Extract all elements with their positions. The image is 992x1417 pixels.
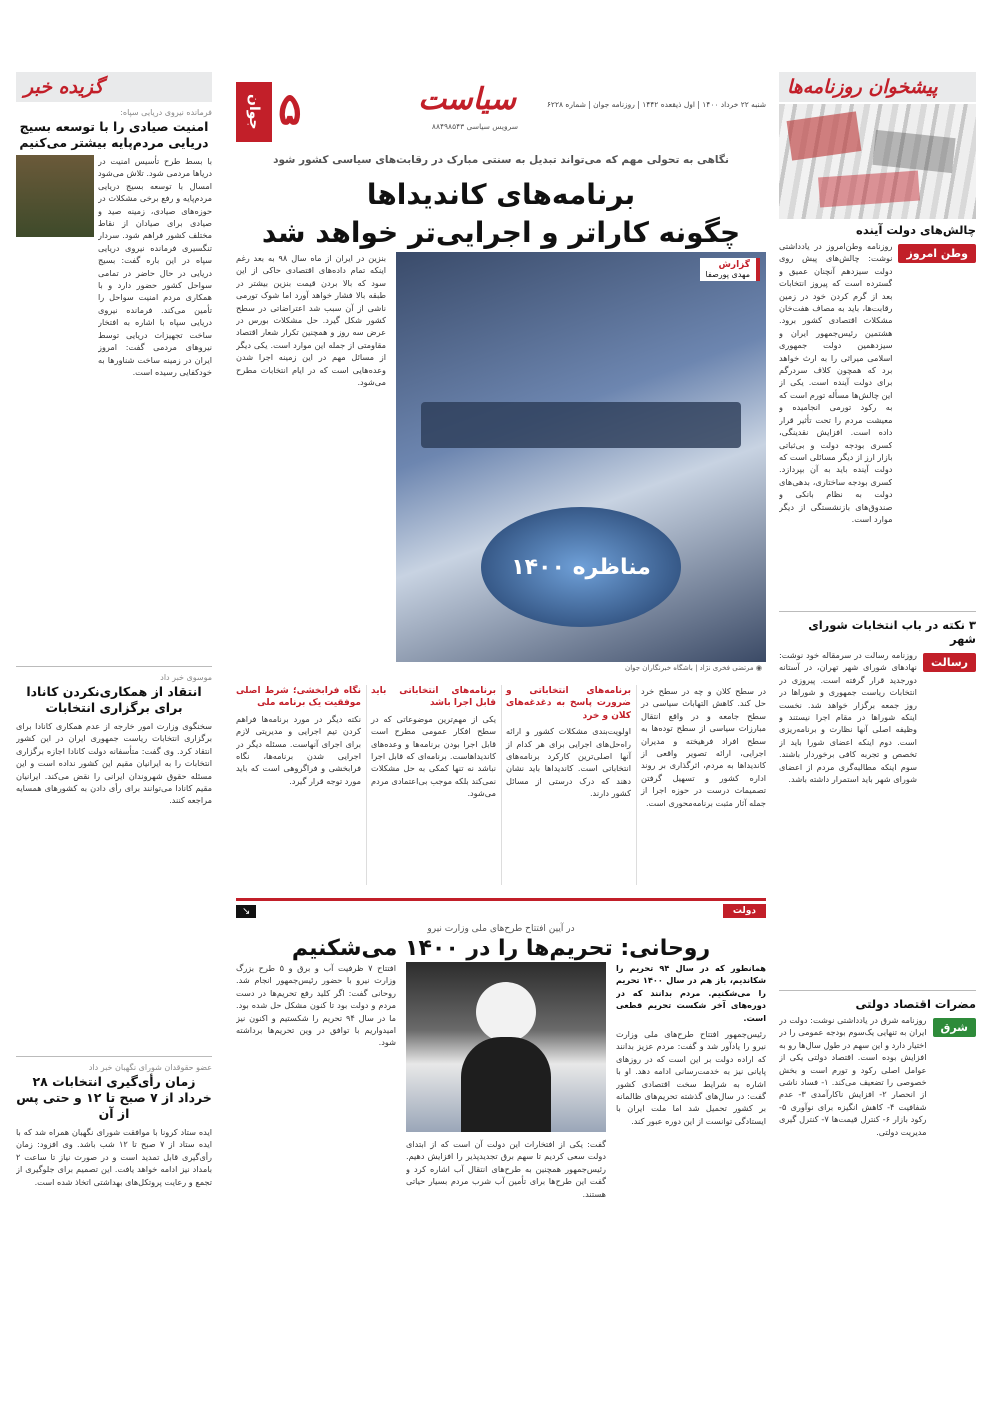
news-digest-title: گزیده خبر [24, 76, 104, 98]
paper-logo: جوان [236, 82, 272, 142]
item3-title: مضرات اقتصاد دولتی [855, 997, 976, 1011]
main-photo-block [396, 252, 766, 680]
item3-text: روزنامه شرق در یادداشتی نوشت: دولت در ایران به تنهایی یک‌سوم بودجه عمومی را در اختیار دارد و این سهم در طول سال‌ها رو به افزایش بوده است. اقتصاد دولتی یکی از عوامل اصلی رکود و تورم است و بخش خصوصی را تضعیف می‌کند. ۱- فساد ناشی از انحصار ۲- افزایش ناکارآمدی ۳- عدم شفافیت ۴- کاهش انگیزه برای نوآوری ۵- رکود بازار ۶- کنترل قیمت‌ها ۷- کنترل گیری مدیریت دولتی. [779, 1015, 927, 1137]
rouhani-photo [406, 962, 606, 1132]
rouhani-lead: همانطور که در سال ۹۴ تحریم را شکاندیم، باز هم در سال ۱۴۰۰ تحریم را می‌شکنیم. مردم بدانند که در دوره‌های آخر شکست تحریم قطعی است. [616, 963, 766, 1023]
election-time-text: ایده ستاد کرونا با موافقت شورای نگهبان همراه شد که با ایده ستاد از ۷ صبح تا ۱۲ شب باشد. وی افزود: زمان رأی‌گیری قابل تمدید است و در صورت نیاز تا ساعت ۲ بامداد نیز ادامه خواهد یافت. این تصمیم برای جلوگیری از تجمع و رعایت پروتکل‌های بهداشتی اتخاذ شده است. [16, 1127, 212, 1187]
main-text-a: بنزین در ایران از ماه سال ۹۸ به بعد رغم اینکه تمام داده‌های اقتصادی حاکی از این سود که بالا بردن قیمت بنزین بیشتر در طبقه بالا فشار خواهد آورد اما شوک تورمی ناشی از آن سبب شد اعتراضاتی در سطح کشور شکل گیرد. حل مشکلات بورس در عرض سه روز و همچنین تکرار شعار اقتصاد مقاومتی از جمله این موارد است. یکی دیگر از مسائل مهم در این زمینه اجرا شدن وعده‌هایی است که در ایام انتخابات مطرح می‌شود. [236, 253, 386, 388]
news-digest-column [16, 72, 212, 1402]
canada-news-text: سخنگوی وزارت امور خارجه از عدم همکاری کانادا برای برگزاری انتخابات ریاست جمهوری ایران در این کشور انتقاد کرد. وی گفت: متأسفانه دولت کانادا اجازه برگزاری انتخابات را به ایرانیان مقیم این کشور نداده است و این مسئله حقوق شهروندان ایرانی را نقض می‌کند. ایرانیان مقیم کانادا می‌توانند برای رأی دادن به کشورهای همسایه مراجعه کنند. [16, 721, 212, 806]
section-phone: سرویس سیاسی ۸۸۴۹۸۵۴۳ [431, 122, 518, 131]
press-review-title: پیشخوان روزنامه‌ها [787, 76, 938, 98]
section-logo: سیاست [418, 82, 516, 117]
rouhani-lead-column: همانطور که در سال ۹۴ تحریم را شکاندیم، باز هم در سال ۱۴۰۰ تحریم را می‌شکنیم. مردم بدانند که در دوره‌های آخر شکست تحریم قطعی است. رئیس‌جمهور افتتاح طرح‌های ملی وزارت نیرو را یادآور شد و گفت: مردم عزیز بدانند که اراده دولت بر این است که در روزهای پایانی نیز به خدمت‌رسانی ادامه دهد. او با اشاره به شرایط سخت اقتصادی کشور گفت: در سال‌های گذشته تحریم‌های ظالمانه بر کشور تحمیل شد اما ملت ایران با ایستادگی توانست از این دوره عبور کند. [616, 963, 766, 1126]
rouhani-kicker: در آیین افتتاح طرح‌های ملی وزارت نیرو [427, 924, 575, 934]
item1-text: روزنامه وطن‌امروز در یادداشتی نوشت: چالش‌های پیش روی دولت سیزدهم آنچنان عمیق و گسترده است که پیروز انتخابات بعد از گرم کردن خود در زمین رقابت‌ها، باید به مصاف هفت‌خان مشکلات اقتصادی کشور برود. هشتمین رئیس‌جمهور ایران و سیزدهمین دولت جمهوری اسلامی میراثی را به ارث خواهد برد که همچون کلاف سردرگم برای دولت آینده است. یکی از این چالش‌ها مسأله تورم است که به رکود تورمی انجامیده و معیشت مردم را تحت تأثیر قرار داده است. افزایش نقدینگی، کسری بودجه دولت و بی‌ثباتی بازار ارز از دیگر مسائلی است که دولت آینده باید به آن بپردازد. کسری بودجه ساختاری، بدهی‌های دولت به نظام بانکی و صندوق‌های بازنشستگی از دیگر موارد است. [779, 241, 893, 524]
subhead-1: برنامه‌های انتخاباتی و ضرورت پاسخ به دغدغه‌های کلان و خرد [506, 686, 631, 721]
rouhani-text-c: گفت: یکی از افتخارات این دولت آن است که از ابتدای دولت سعی کردیم تا سهم برق تجدیدپذیر را افزایش دهیم. رئیس‌جمهور همچنین به طرح‌های انتقال آب اشاره کرد و گفت این طرح‌ها برای تأمین آب شرب مردم بسیار حیاتی هستند. [406, 1139, 606, 1199]
item2-kicker: موسوی خبر داد [160, 673, 212, 682]
main-headline-line1: برنامه‌های کاندیداها [366, 178, 636, 211]
newspapers-collage-image [779, 104, 976, 219]
rouhani-headline: روحانی: تحریم‌ها را در ۱۴۰۰ می‌شکنیم [291, 936, 711, 961]
report-tag [700, 258, 760, 281]
debate-photo [396, 252, 766, 662]
camera-icon: ◉ [755, 664, 762, 672]
navy-news-title: امنیت صیادی را با توسعه بسیج دریایی مردم‌پایه بیشتر می‌کنیم [19, 119, 209, 150]
shargh-logo: شرق [933, 1018, 977, 1037]
masthead [236, 82, 766, 144]
divider [16, 1056, 212, 1057]
election-time-title: زمان رأی‌گیری انتخابات ۲۸ خرداد از ۷ صبح تا ۱۲ و حتی پس از آن [16, 1074, 212, 1121]
rouhani-story [236, 898, 766, 1403]
vatan-emrooz-logo: وطن امروز [898, 244, 976, 263]
commander-photo [16, 155, 94, 237]
author-name: مهدی پورصفا [705, 270, 750, 279]
news-digest-header [16, 72, 212, 102]
subhead-3: نگاه فرابخشی؛ شرط اصلی موفقیت یک برنامه ملی [236, 686, 361, 709]
divider [779, 611, 976, 612]
canada-news-title: انتقاد از همکاری‌نکردن کانادا برای برگزاری انتخابات [26, 684, 202, 715]
navy-news-text: با بسط طرح تأسیس امنیت در دریاها مردمی شود. تلاش می‌شود امسال با توسعه بسیج دریایی مردم‌پایه و رفع برخی مشکلات در حوزه‌های صیادی، زمینه صید و صیادی برای صیادان از نقاط مختلف کشور فراهم شود. سردار تنگسیری فرمانده نیروی دریایی سپاه در این باره گفت: بسیج دریایی در حال حاضر در تمامی سواحل کشور حضور دارد و با همکاری مردم امنیت سواحل را تأمین می‌کند. فرمانده نیروی دریایی سپاه با اشاره به افتخار ساخت تجهیزات دریایی توسط نیروهای مردمی گفت: امروز ایران در زمینه ساخت شناورها به خودکفایی رسیده است. [98, 156, 212, 377]
divider [779, 990, 976, 991]
press-review-header [779, 72, 976, 102]
section-tag: دولت [723, 904, 766, 918]
report-label: گزارش [718, 260, 750, 270]
main-text-columns: در سطح کلان و چه در سطح خرد حل کند. کاهش التهابات سیاسی در سطح جامعه و در واقع انتقال مبارزات سیاسی از سطح توده‌ها به سطح افراد فرهیخته و مدیران اجرایی، ارائه تصویر واقعی از کاندیداها به مردم، اثرگذاری بر روند اداره کشور و تسهیل گرفتن تصمیمات درست در حوزه اجرا از جمله آثار مثبت برنامه‌محوری است. برنامه‌های انتخاباتی و ضرورت پاسخ به دغدغه‌های کلان و خرد اولویت‌بندی مشکلات کشور و ارائه راه‌حل‌های اجرایی برای هر کدام از آنها اصلی‌ترین کارکرد برنامه‌های انتخاباتی است. کاندیداها باید نشان دهند که درک درستی از مسائل کشور دارند. برنامه‌های انتخاباتی باید قابل اجرا باشد یکی از مهم‌ترین موضوعاتی که در سطح افکار عمومی مطرح است قابل اجرا بودن برنامه‌ها و وعده‌های کاندیداهاست. برنامه‌ای که قابل اجرا نباشد نه تنها کمکی به حل مشکلات نمی‌کند بلکه موجب بی‌اعتمادی مردم می‌شود. نگاه فرابخشی؛ شرط اصلی موفقیت یک برنامه ملی نکته دیگر در مورد برنامه‌ها فراهم کردن تیم اجرایی و مدیریتی لازم برای اجرای آنهاست. مسئله دیگر در اجرایی شدن برنامه‌ها، نگاه فرابخشی و فراگروهی است که باید مورد توجه قرار گیرد. [236, 686, 766, 808]
main-headline-line2: چگونه کاراتر و اجرایی‌تر خواهد شد [261, 216, 741, 249]
item2-title: ۳ نکته در باب انتخابات شورای شهر [808, 618, 976, 646]
divider [16, 666, 212, 667]
subhead-2: برنامه‌های انتخاباتی باید قابل اجرا باشد [371, 686, 496, 709]
debate-sign-text: مناظره ۱۴۰۰ [511, 554, 651, 580]
item1-title: چالش‌های دولت آینده [856, 223, 976, 237]
arrow-icon: ↘ [236, 905, 256, 918]
rouhani-text-b: افتتاح ۷ ظرفیت آب و برق و ۵ طرح بزرگ وزارت نیرو با حضور رئیس‌جمهور انجام شد. روحانی گفت: اگر کلید رفع تحریم‌ها در دست مردم و دولت بود تا کنون مشکل حل شده بود. ما در سال ۹۴ تحریم را شکستیم و اکنون نیز امیدواریم با توافق در وین تحریم‌ها برداشته شود. [236, 963, 396, 1048]
date-line: شنبه ۲۲ خرداد ۱۴۰۰ | اول ذیقعده ۱۴۴۲ | روزنامه جوان | شماره ۶۲۲۸ [546, 100, 766, 109]
item1-kicker: فرمانده نیروی دریایی سپاه: [120, 108, 212, 117]
main-story [236, 150, 766, 890]
page-number: ۵ [278, 84, 302, 135]
press-review-column [779, 72, 976, 1402]
section-rule [236, 898, 766, 901]
main-kicker: نگاهی به تحولی مهم که می‌تواند تبدیل به سنتی مبارک در رقابت‌های سیاسی کشور شود [273, 154, 729, 166]
item2-text: روزنامه رسالت در سرمقاله خود نوشت: نهادهای شورای شهر تهران، در آستانه دورجدید قرار گرفته است. پیروزی در انتخابات ریاست جمهوری و شوراها در روز جمعه برگزار خواهد شد. نخست اینکه شوراها در مقام اجرا نیستند و وظیفه اصلی آنها نظارت و برنامه‌ریزی است. دوم اینکه اعضای شورا باید از تخصص و تجربه کافی برخوردار باشند. سوم اینکه مطالبه‌گری مردم از اعضای شورای شهر باید استمرار داشته باشد. [779, 650, 917, 785]
item3-kicker: عضو حقوقدان شورای نگهبان خبر داد [88, 1063, 212, 1072]
photo-caption: ◉ مرتضی فخری نژاد | باشگاه خبرنگاران جوان [625, 664, 762, 672]
resalat-logo: رسالت [923, 653, 976, 672]
